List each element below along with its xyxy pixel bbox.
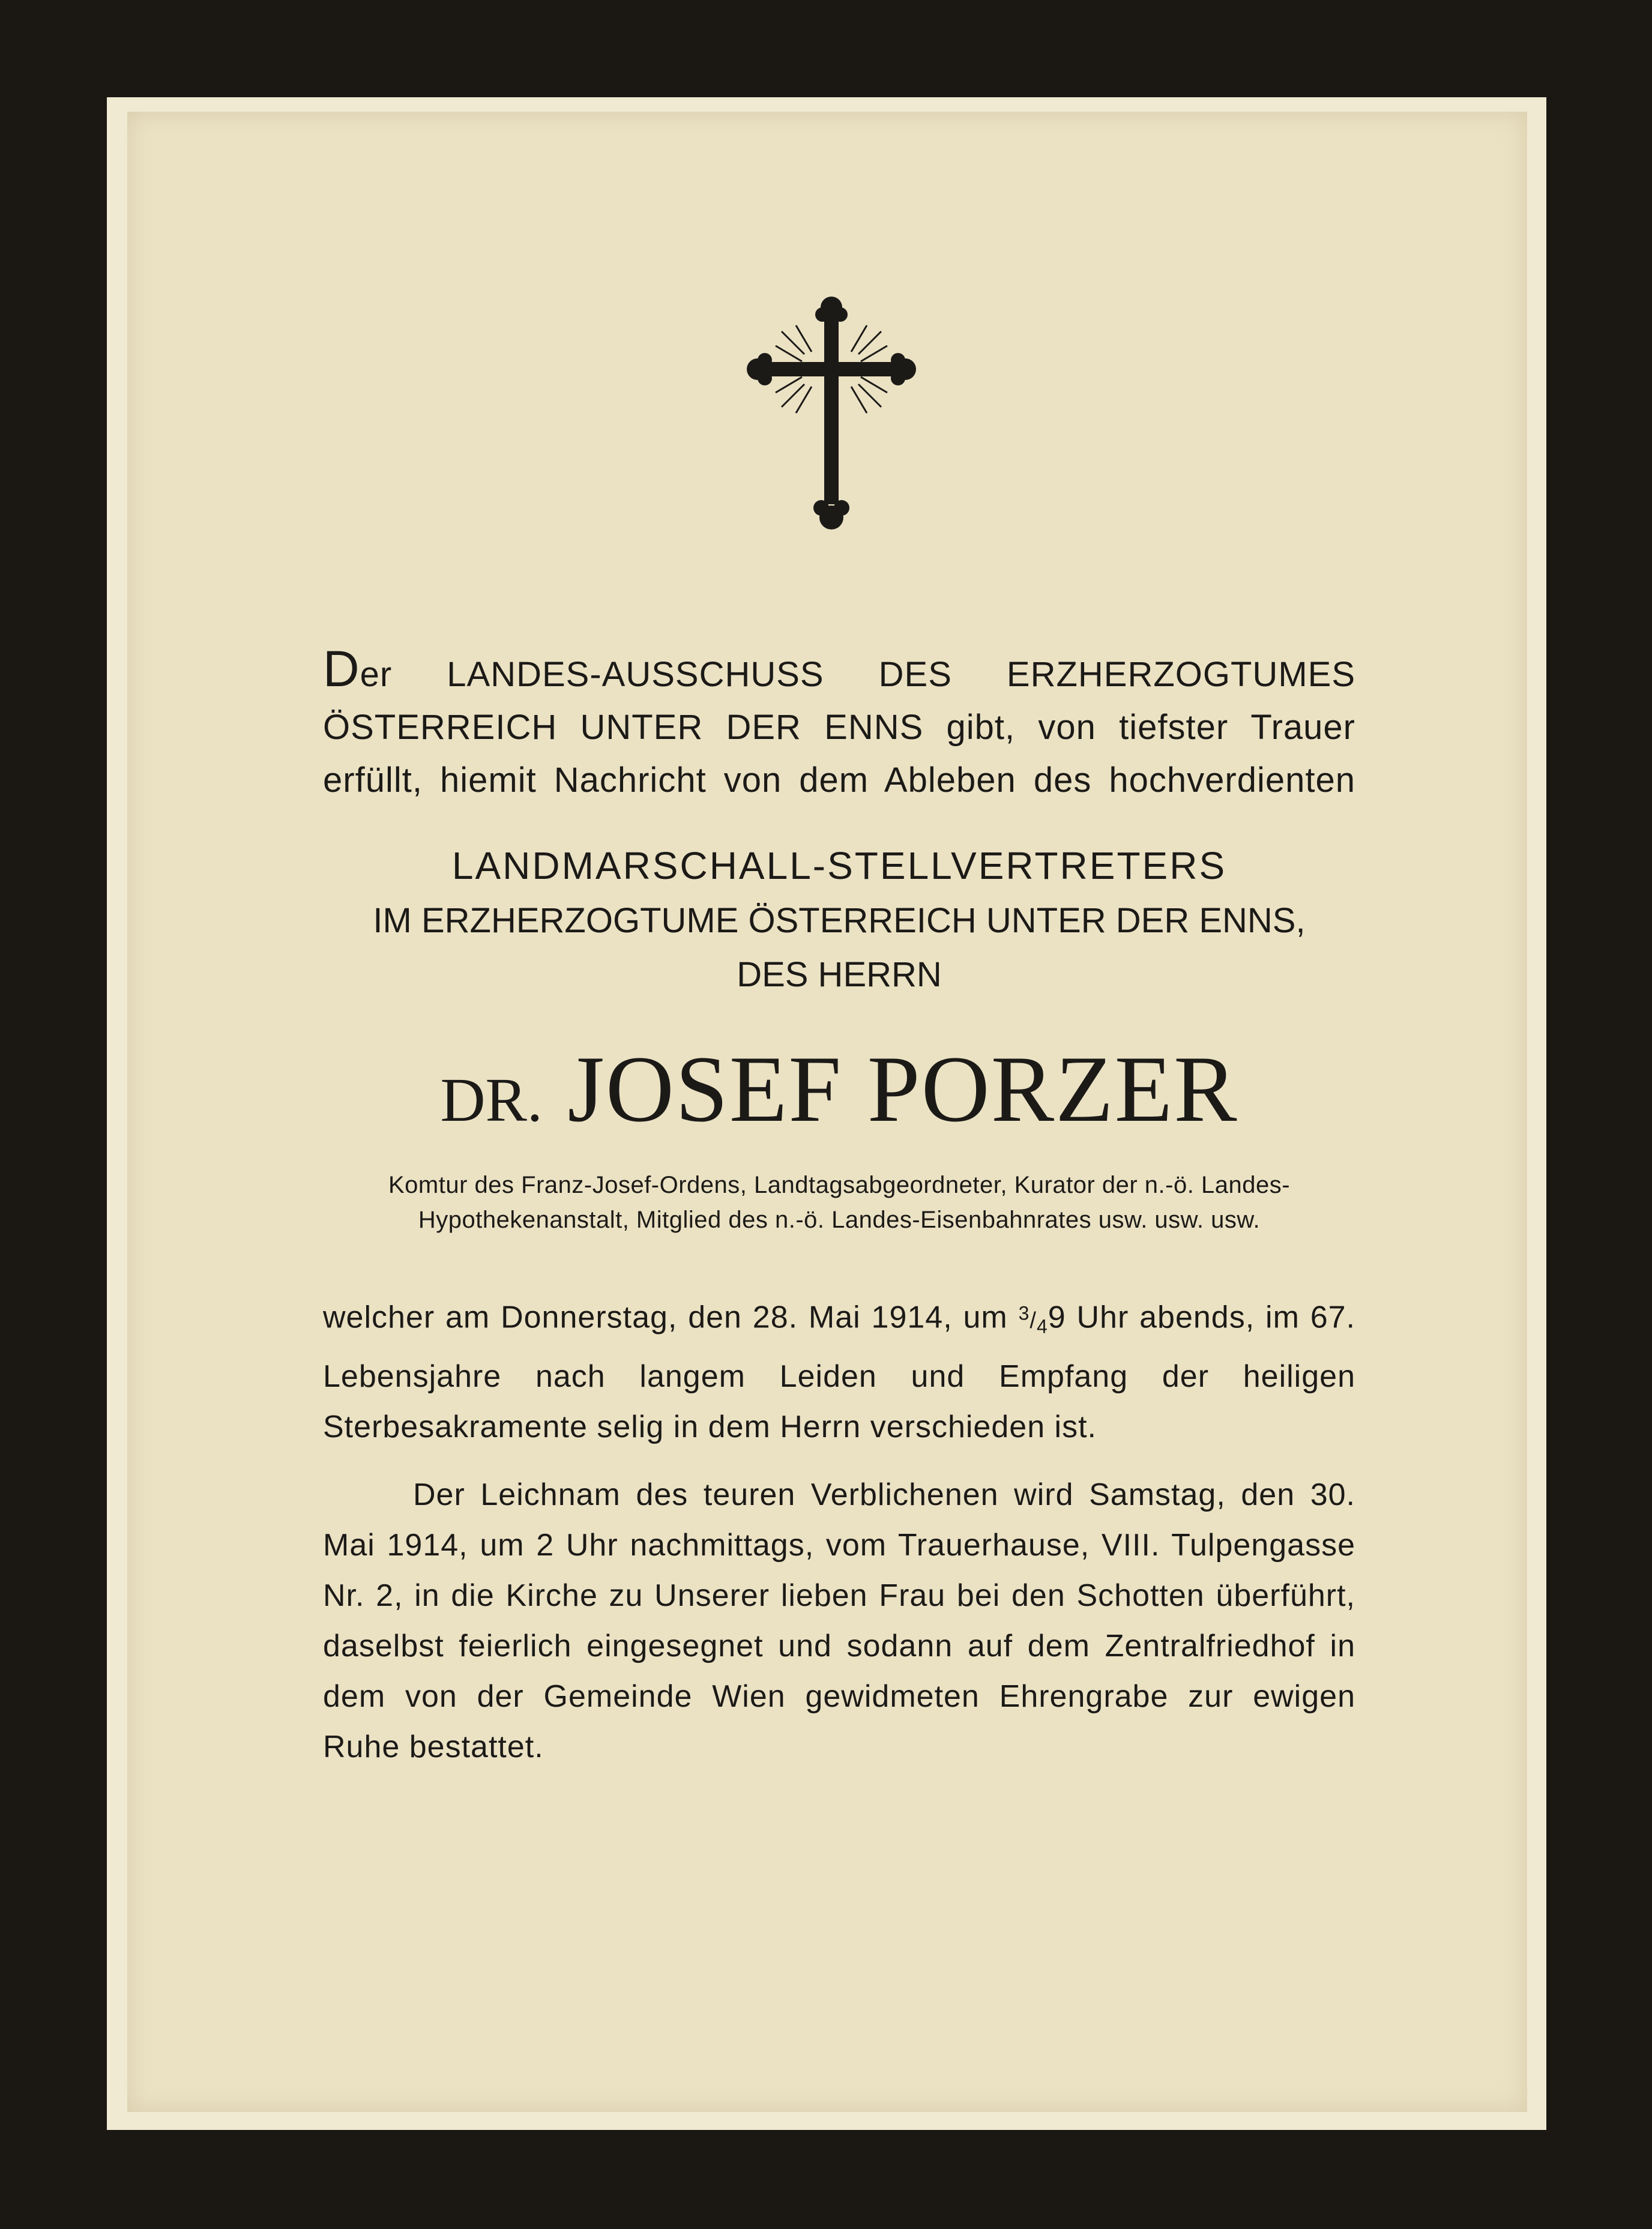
fraction-numerator: 3 [1018,1302,1030,1324]
death-paragraph [323,1288,1355,1452]
intro-paragraph [323,642,1355,807]
deceased-name [323,1036,1355,1154]
intro-line-1: er LANDES-AUSSCHUSS DES ERZHERZOGTUMES [360,655,1355,694]
office-title-line-3: DES HERRN [737,955,942,994]
ornate-cross-icon [744,294,918,534]
intro-line-2: ÖSTERREICH UNTER DER ENNS gibt, von tiefster Trauer [323,708,1355,747]
titles-line-2: Hypothekenanstalt, Mitglied des n.-ö. Landes-Eisenbahnrates usw. usw. usw. [418,1207,1261,1233]
death-text-b: 9 Uhr abends, im 67. Lebensjahre nach langem Leiden und Empfang der heiligen Sterbesakramente selig in dem Herrn verschieden ist. [323,1300,1356,1445]
burial-paragraph: Der Leichnam des teuren Verblichenen wird Samstag, den 30. Mai 1914, um 2 Uhr nachmittags, vom Trauerhause, VIII. Tulpengasse Nr. 2, in die Kirche zu Unserer lieben Frau bei den Schotten überführt, daselbst feierlich eingesegnet und sodann auf dem Zentralfriedhof in dem von der Gemeinde Wien gewidmeten Ehrengrabe zur ewigen Ruhe bestattet. [323,1477,1355,1764]
name-text: JOSEF PORZER [567,1037,1238,1142]
time-fraction: $^3/_4$ [1018,1302,1048,1338]
titles-line-1: Komtur des Franz-Josef-Ordens, Landtagsabgeordneter, Kurator der n.-ö. Landes- [388,1172,1291,1198]
intro-lead-cap: D [323,641,360,697]
name-prefix: DR. [440,1066,543,1135]
office-title-line-1: LANDMARSCHALL-STELLVERTRETERS [451,844,1227,887]
death-text-a: welcher am Donnerstag, den 28. Mai 1914, um [323,1300,1019,1335]
intro-line-3: erfüllt, hiemit Nachricht von dem Ableben des hochverdienten [323,761,1355,800]
honorary-titles [323,1168,1355,1237]
fraction-denominator: 4 [1036,1315,1048,1338]
office-title-line-2: IM ERZHERZOGTUME ÖSTERREICH UNTER DER ENNS, [373,901,1306,940]
